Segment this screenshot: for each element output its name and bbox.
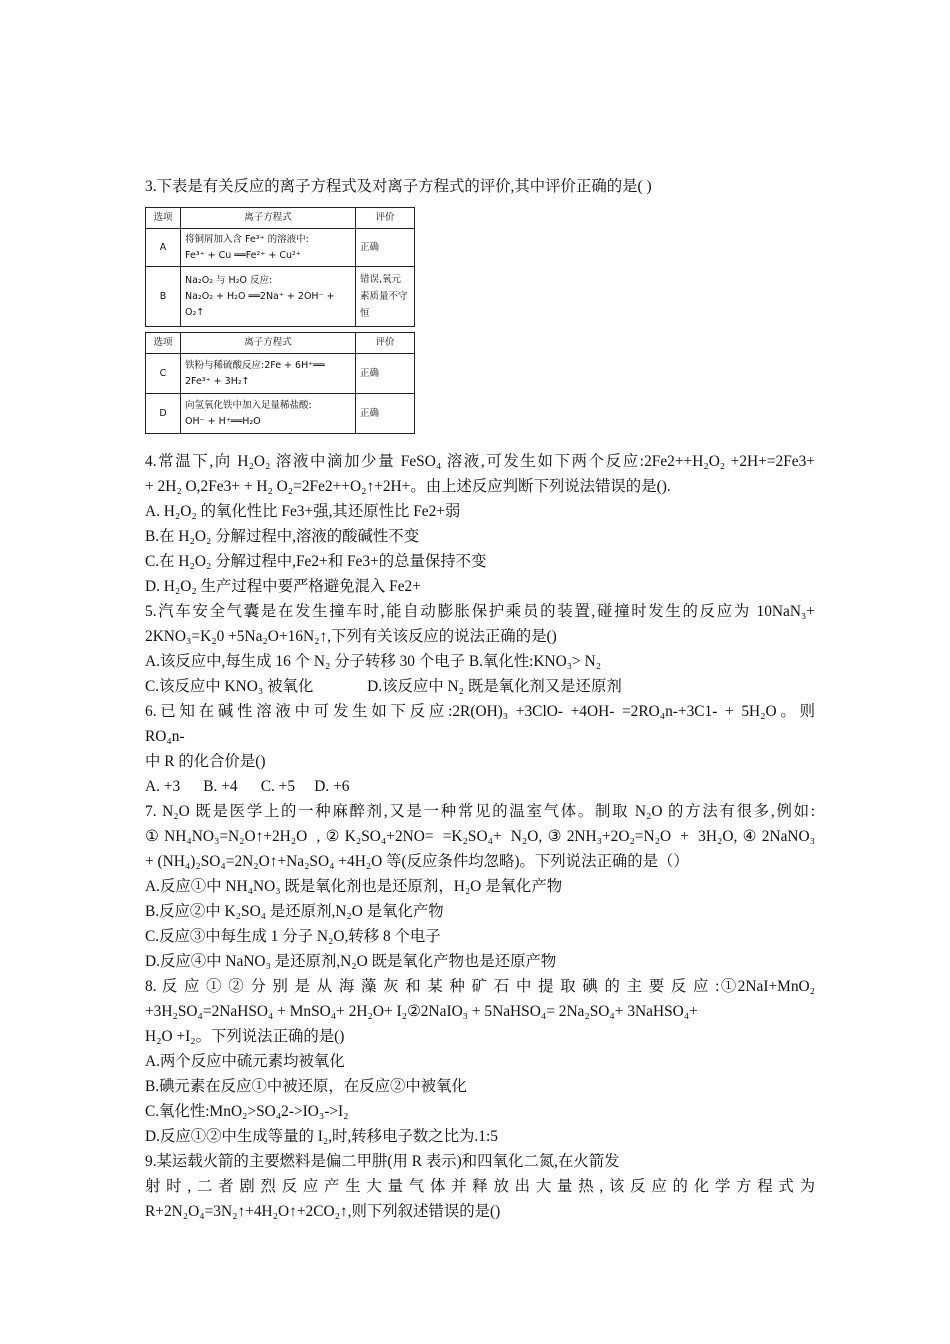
row-evaluation: 正确 [356,229,415,267]
header-evaluation: 评价 [356,333,415,354]
equation-desc: 向氢氧化铁中加入足量稀盐酸: [185,399,312,411]
row-option: B [146,267,181,327]
row-equation [181,394,356,434]
text-line: B.碘元素在反应①中被还原，在反应②中被氧化 [145,1078,467,1095]
document-page [145,174,815,1224]
text-line: 7. N₂O 既是医学上的一种麻醉剂,又是一种常见的温室气体。制取 N₂O 的方法有很多,例如: [145,803,815,820]
text-line: + (NH₄)₂SO₄=2N₂O↑+Na₂SO₄ +4H₂O 等(反应条件均忽略)。下列说法正确的是（） [145,853,689,870]
header-option: 选项 [146,333,181,354]
text-line: 8. 反 应 ① ② 分 别 是 从 海 藻 灰 和 某 种 矿 石 中 提 取 碘 的 主 要 反 应 :①2NaI+MnO₂ [145,978,815,995]
text-line: D.反应④中 NaNO₃ 是还原剂,N₂O 既是氧化产物也是还原产物 [145,953,557,970]
row-option: C [146,354,181,394]
q3-table-image [145,207,415,439]
text-line: A.反应①中 NH₄NO₃ 既是氧化剂也是还原剂，H₂O 是氧化产物 [145,878,563,895]
text-line: A.该反应中,每生成 16 个 N₂ 分子转移 30 个电子 B.氧化性:KNO₃> N₂ [145,653,602,670]
row-equation [181,229,356,267]
table-row [146,394,415,434]
table-header-row [146,208,415,229]
equation: Na₂O₂ + H₂O ══2Na⁺ + 2OH⁻ + [185,290,335,302]
text-line: 5.汽车安全气囊是在发生撞车时,能自动膨胀保护乘员的装置,碰撞时发生的反应为 10NaN₃+ [145,603,815,620]
row-equation [181,354,356,394]
text-line: 9.某运载火箭的主要燃料是偏二甲肼(用 R 表示)和四氧化二氮,在火箭发 [145,1153,620,1170]
text-line: H₂O +I₂。下列说法正确的是() [145,1028,345,1045]
text-line: 6.已知在碱性溶液中可发生如下反应:2R(OH)₃ +3ClO- +4OH- =2RO₄n-+3C1- + 5H₂O。则 [145,703,815,720]
q3-table-bottom [145,332,415,434]
table-header-row [146,333,415,354]
text-line: 中 R 的化合价是() [145,753,266,770]
text-line: 4.常温下,向 H₂O₂ 溶液中滴加少量 FeSO₄ 溶液,可发生如下两个反应:2Fe2++H₂O₂ +2H+=2Fe3+ [145,453,815,470]
text-line: ①NH₄NO₃=N₂O↑+2H₂O ,②K₂SO₄+2NO= =K₂SO₄+ N₂O,③2NH₃+2O₂=N₂O + 3H₂O,④2NaNO₃ [145,828,815,845]
text-line: B.反应②中 K₂SO₄ 是还原剂,N₂O 是氧化产物 [145,903,444,920]
text-line: RO₄n- [145,728,185,745]
text-line: C.氧化性:MnO₂>SO₄2->IO₃->I₂ [145,1103,349,1120]
text-line: A. H₂O₂ 的氧化性比 Fe3+强,其还原性比 Fe2+弱 [145,503,461,520]
row-option: D [146,394,181,434]
text-line: A.两个反应中硫元素均被氧化 [145,1053,345,1070]
text-line: D.反应①②中生成等量的 I₂,时,转移电子数之比为.1:5 [145,1128,498,1145]
text-line: 2KNO₃=K₂0 +5Na₂O+16N₂↑,下列有关该反应的说法正确的是() [145,628,557,645]
row-option: A [146,229,181,267]
header-option: 选项 [146,208,181,229]
text-line: R+2N₂O₄=3N₂↑+4H₂O↑+2CO₂↑,则下列叙述错误的是() [145,1203,501,1220]
equation: 2Fe³⁺ + 3H₂↑ [185,375,250,387]
table-row [146,229,415,267]
header-evaluation: 评价 [356,208,415,229]
equation-desc: 将铜屑加入含 Fe³⁺ 的溶液中: [185,233,309,245]
header-equation: 离子方程式 [181,333,356,354]
text-line: C.该反应中 KNO₃ 被氧化 D.该反应中 N₂ 既是氧化剂又是还原剂 [145,678,622,695]
q3-table-top [145,207,415,327]
equation-cont: O₂↑ [185,306,205,318]
text-line: + 2H₂ O,2Fe3+ + H₂ O₂=2Fe2++O₂↑+2H+。由上述反应判断下列说法错误的是(). [145,478,671,495]
row-evaluation: 错误,氧元素质量不守恒 [356,267,415,327]
equation-desc: 铁粉与稀硫酸反应:2Fe + 6H⁺══ [185,359,325,371]
text-line: C.反应③中每生成 1 分子 N₂O,转移 8 个电子 [145,928,441,945]
equation: Fe³⁺ + Cu ══Fe²⁺ + Cu²⁺ [185,249,301,261]
table-row [146,267,415,327]
text-line: D. H₂O₂ 生产过程中要严格避免混入 Fe2+ [145,578,421,595]
q3-stem: 3.下表是有关反应的离子方程式及对离子方程式的评价,其中评价正确的是( ) [145,178,652,195]
equation: OH⁻ + H⁺══H₂O [185,415,261,427]
text-line: B.在 H₂O₂ 分解过程中,溶液的酸碱性不变 [145,528,420,545]
text-line: 射时,二者剧烈反应产生大量气体并释放出大量热,该反应的化学方程式为 [145,1178,815,1195]
equation-desc: Na₂O₂ 与 H₂O 反应: [185,274,273,286]
row-evaluation: 正确 [356,394,415,434]
text-line: C.在 H₂O₂ 分解过程中,Fe2+和 Fe3+的总量保持不变 [145,553,487,570]
text-line: A. +3 B. +4 C. +5 D. +6 [145,778,350,795]
table-row [146,354,415,394]
row-equation [181,267,356,327]
text-line: +3H₂SO₄=2NaHSO₄ + MnSO₄+ 2H₂O+ I₂②2NaIO₃ + 5NaHSO₄= 2Na₂SO₄+ 3NaHSO₄+ [145,1003,698,1020]
header-equation: 离子方程式 [181,208,356,229]
row-evaluation: 正确 [356,354,415,394]
